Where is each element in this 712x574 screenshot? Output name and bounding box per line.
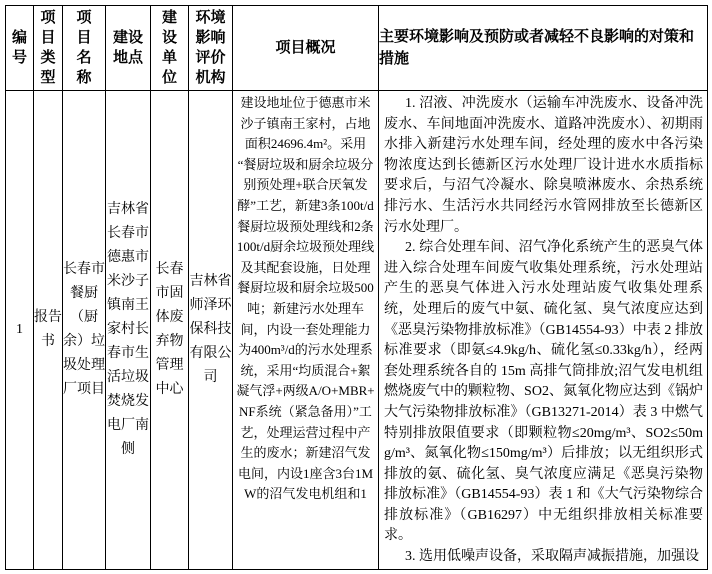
project-overview-text: 建设地址位于德惠市米沙子镇南王家村，占地面积24696.4m²。采用“餐厨垃圾和厨余垃圾分别预处理+联合厌氧发酵”工艺，新建3条100t/d餐厨垃圾预处理线和2条100t/d厨余垃圾预处理线及其配套设施，日处理餐厨垃圾和厨余垃圾500吨；新建污水处理车间，内设一套处理能力为400m³/d的污水处理系统，采用“均质混合+絮凝气浮+两级A/O+MBR+NF系统（紧急备用）”工艺，处理运营过程中产生的废水；新建沼气发电间，内设1座含3台1MW的沼气发电机组和1	[236, 95, 375, 502]
measure-paragraph-2: 2. 综合处理车间、沼气净化系统产生的恶臭气体进入综合处理车间废气收集处理系统，污水处理站产生的恶臭气体进入污水处理站废气收集处理系统，处理后的废气中氨、硫化氢、臭气浓度应达到《恶臭污染物排放标准》（GB14554-93）中表 2 排放标准要求（即氨≤4.9kg/h、硫化氢≤0.33kg/h），经两套处理系统各自的 15m 高排气筒排放;沼气发电机组燃烧废气中的颗粒物、SO2、氮氧化物应达到《锅炉大气污染物排放标准》（GB13271-2014）表 3 中燃气特别排放限值要求（即颗粒物≤20mg/m³、SO2≤50mg/m³、氮氧化物≤150mg/m³）后排放；以无组织形式排放的氨、硫化氢、臭气浓度应满足《恶臭污染物排放标准》（GB14554-93）表 1 和《大气污染物综合排放标准》（GB16297）中无组织排放相关标准要求。	[384, 240, 703, 544]
col-header-impact-measures: 主要环境影响及预防或者减轻不良影响的对策和措施	[379, 6, 708, 91]
cell-serial-number: 1	[6, 91, 34, 570]
col-header-project-name: 项目名称	[63, 6, 106, 91]
cell-project-name: 长春市餐厨（厨余）垃圾处理厂项目	[63, 91, 106, 570]
measure-paragraph-3: 3. 选用低噪声设备，采取隔声减振措施，加强设	[405, 549, 699, 565]
cell-construction-site: 吉林省长春市德惠市米沙子镇南王家村长春市生活垃圾焚烧发电厂南侧	[106, 91, 151, 570]
col-header-construction-unit: 建设单位	[151, 6, 189, 91]
cell-project-overview	[233, 91, 379, 570]
table-row	[6, 91, 708, 570]
eia-approval-table	[5, 5, 708, 570]
impact-measures-text	[379, 92, 707, 568]
cell-construction-unit: 长春市固体废弃物管理中心	[151, 91, 189, 570]
col-header-project-type: 项目类型	[34, 6, 63, 91]
cell-eia-agency: 吉林省师泽环保科技有限公司	[189, 91, 233, 570]
col-header-eia-agency: 环境影响评价机构	[189, 6, 233, 91]
cell-impact-measures	[379, 91, 708, 570]
col-header-project-overview: 项目概况	[233, 6, 379, 91]
header-row	[6, 6, 708, 91]
col-header-construction-site: 建设地点	[106, 6, 151, 91]
measure-paragraph-1: 1. 沼液、冲洗废水（运输车冲洗废水、设备冲洗废水、车间地面冲洗废水、道路冲洗废水）、初期雨水排入新建污水处理车间，经处理的废水中各污染物浓度达到长德新区污水处理厂设计进水水质指标要求后，与沼气冷凝水、除臭喷淋废水、余热系统排污水、生活污水共同经污水管网排放至长德新区污水处理厂。	[384, 96, 703, 235]
col-header-serial-number: 编号	[6, 6, 34, 91]
cell-project-type: 报告书	[34, 91, 63, 570]
